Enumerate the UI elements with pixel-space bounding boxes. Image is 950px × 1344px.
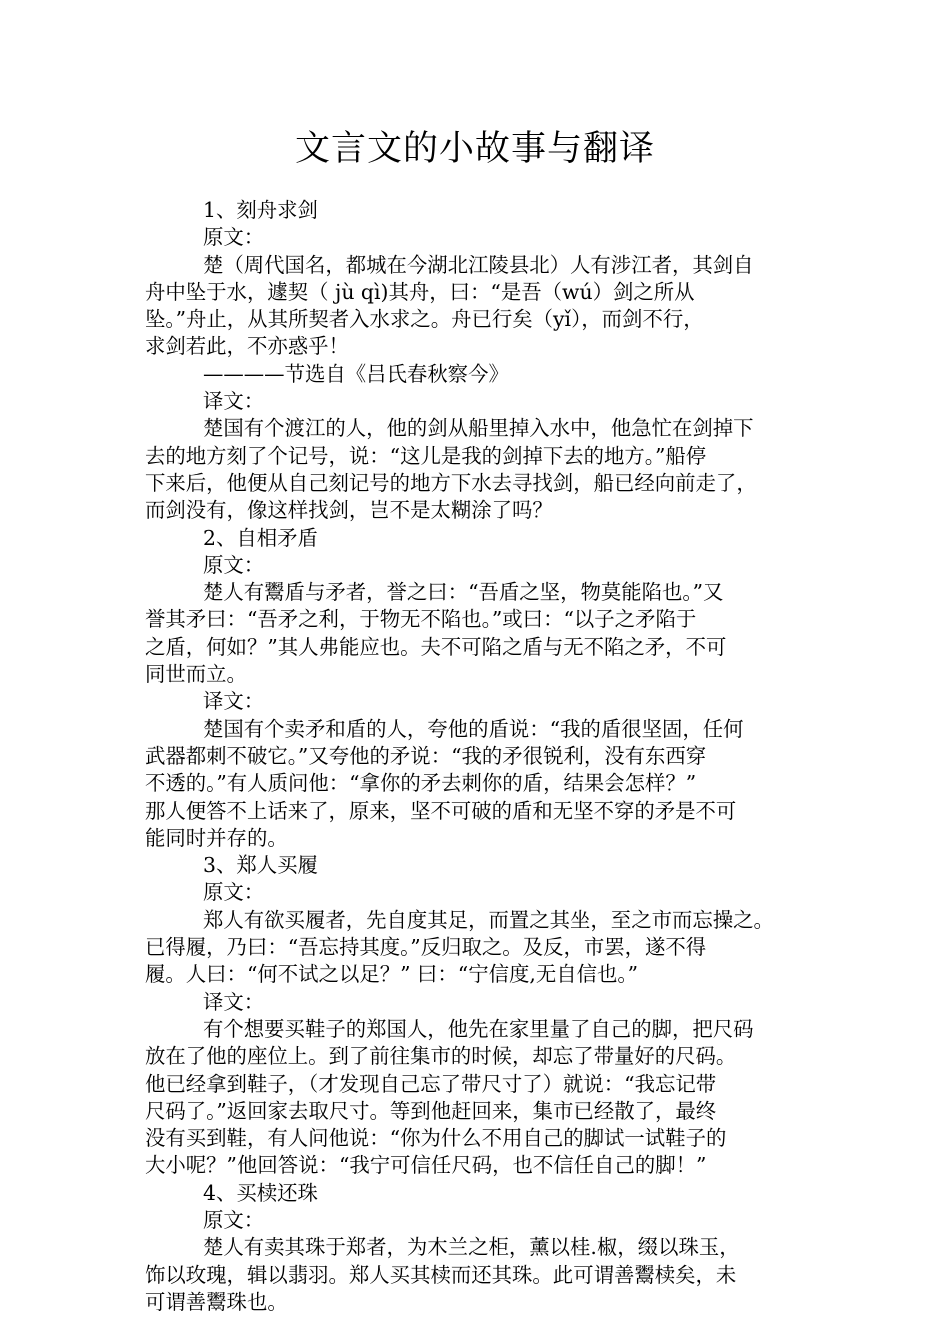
paragraph-line: 有个想要买鞋子的郑国人，他先在家里量了自己的脚，把尺码: [203, 1016, 754, 1041]
paragraph-line: 履。人曰：“何不试之以足？” 曰：“宁信度,无自信也。”: [145, 962, 639, 987]
paragraph-line: 能同时并存的。: [145, 825, 288, 850]
paragraph-line: 舟中坠于水，遽契（ jù qì)其舟，曰：“是吾（wú）剑之所从: [145, 279, 695, 304]
paragraph-line: 楚国有个卖矛和盾的人，夸他的盾说：“我的盾很坚固，任何: [203, 716, 744, 741]
source-citation: ————节选自《吕氏春秋察今》: [203, 361, 509, 386]
original-label: 原文：: [203, 880, 265, 905]
paragraph-line: 去的地方刻了个记号，说：“这儿是我的剑掉下去的地方。”船停: [145, 443, 707, 468]
paragraph-line: 武器都刺不破它。”又夸他的矛说：“我的矛很锐利，没有东西穿: [145, 743, 707, 768]
paragraph-line: 已得履，乃曰：“吾忘持其度。”反归取之。及反，市罢，遂不得: [145, 935, 707, 960]
section-heading: 2、自相矛盾: [203, 525, 318, 550]
paragraph-line: 同世而立。: [145, 662, 247, 687]
paragraph-line: 放在了他的座位上。到了前往集市的时候，却忘了带量好的尺码。: [145, 1044, 737, 1069]
paragraph-line: 可谓善鬻珠也。: [145, 1289, 288, 1314]
paragraph-line: 不透的。”有人质问他：“拿你的矛去刺你的盾，结果会怎样？”: [145, 771, 697, 796]
translation-label: 译文：: [203, 689, 265, 714]
page-title: 文言文的小故事与翻译: [294, 129, 655, 169]
paragraph-line: 那人便答不上话来了，原来，坚不可破的盾和无坚不穿的矛是不可: [145, 798, 737, 823]
paragraph-line: 而剑没有，像这样找剑，岂不是太糊涂了吗？: [145, 498, 553, 523]
paragraph-line: 楚人有卖其珠于郑者，为木兰之柜，薰以桂.椒，缀以珠玉，: [203, 1235, 740, 1260]
translation-label: 译文：: [203, 389, 265, 414]
section-heading: 4、买椟还珠: [203, 1180, 318, 1205]
paragraph-line: 尺码了。”返回家去取尺寸。等到他赶回来，集市已经散了，最终: [145, 1098, 717, 1123]
original-label: 原文：: [203, 1207, 265, 1232]
paragraph-line: 誉其矛曰：“吾矛之利，于物无不陷也。”或曰：“以子之矛陷于: [145, 607, 697, 632]
paragraph-line: 饰以玫瑰，辑以翡羽。郑人买其椟而还其珠。此可谓善鬻椟矣，未: [145, 1262, 737, 1287]
paragraph-line: 楚人有鬻盾与矛者，誉之曰：“吾盾之坚，物莫能陷也。”又: [203, 580, 724, 605]
paragraph-line: 求剑若此，不亦惑乎！: [145, 334, 349, 359]
paragraph-line: 之盾，何如？”其人弗能应也。夫不可陷之盾与无不陷之矛，不可: [145, 634, 727, 659]
paragraph-line: 下来后，他便从自己刻记号的地方下水去寻找剑，船已经向前走了，: [145, 470, 757, 495]
section-heading: 1、刻舟求剑: [203, 198, 318, 222]
paragraph-line: 楚（周代国名，都城在今湖北江陵县北）人有涉江者，其剑自: [203, 252, 754, 277]
document-body: [145, 197, 823, 1316]
translation-label: 译文：: [203, 989, 265, 1014]
paragraph-line: 没有买到鞋，有人问他说：“你为什么不用自己的脚试一试鞋子的: [145, 1126, 727, 1151]
paragraph-line: 郑人有欲买履者，先自度其足，而置之其坐，至之市而忘操之。: [203, 907, 774, 932]
original-label: 原文：: [203, 225, 265, 250]
paragraph-line: 他已经拿到鞋子，（才发现自己忘了带尺寸了）就说：“我忘记带: [145, 1071, 717, 1096]
paragraph-line: 楚国有个渡江的人，他的剑从船里掉入水中，他急忙在剑掉下: [203, 416, 754, 441]
section-heading: 3、郑人买履: [203, 853, 318, 878]
original-label: 原文：: [203, 552, 265, 577]
paragraph-line: 大小呢？”他回答说：“我宁可信任尺码，也不信任自己的脚！”: [145, 1153, 707, 1178]
paragraph-line: 坠。”舟止，从其所契者入水求之。舟已行矣（yǐ），而剑不行，: [145, 307, 704, 332]
